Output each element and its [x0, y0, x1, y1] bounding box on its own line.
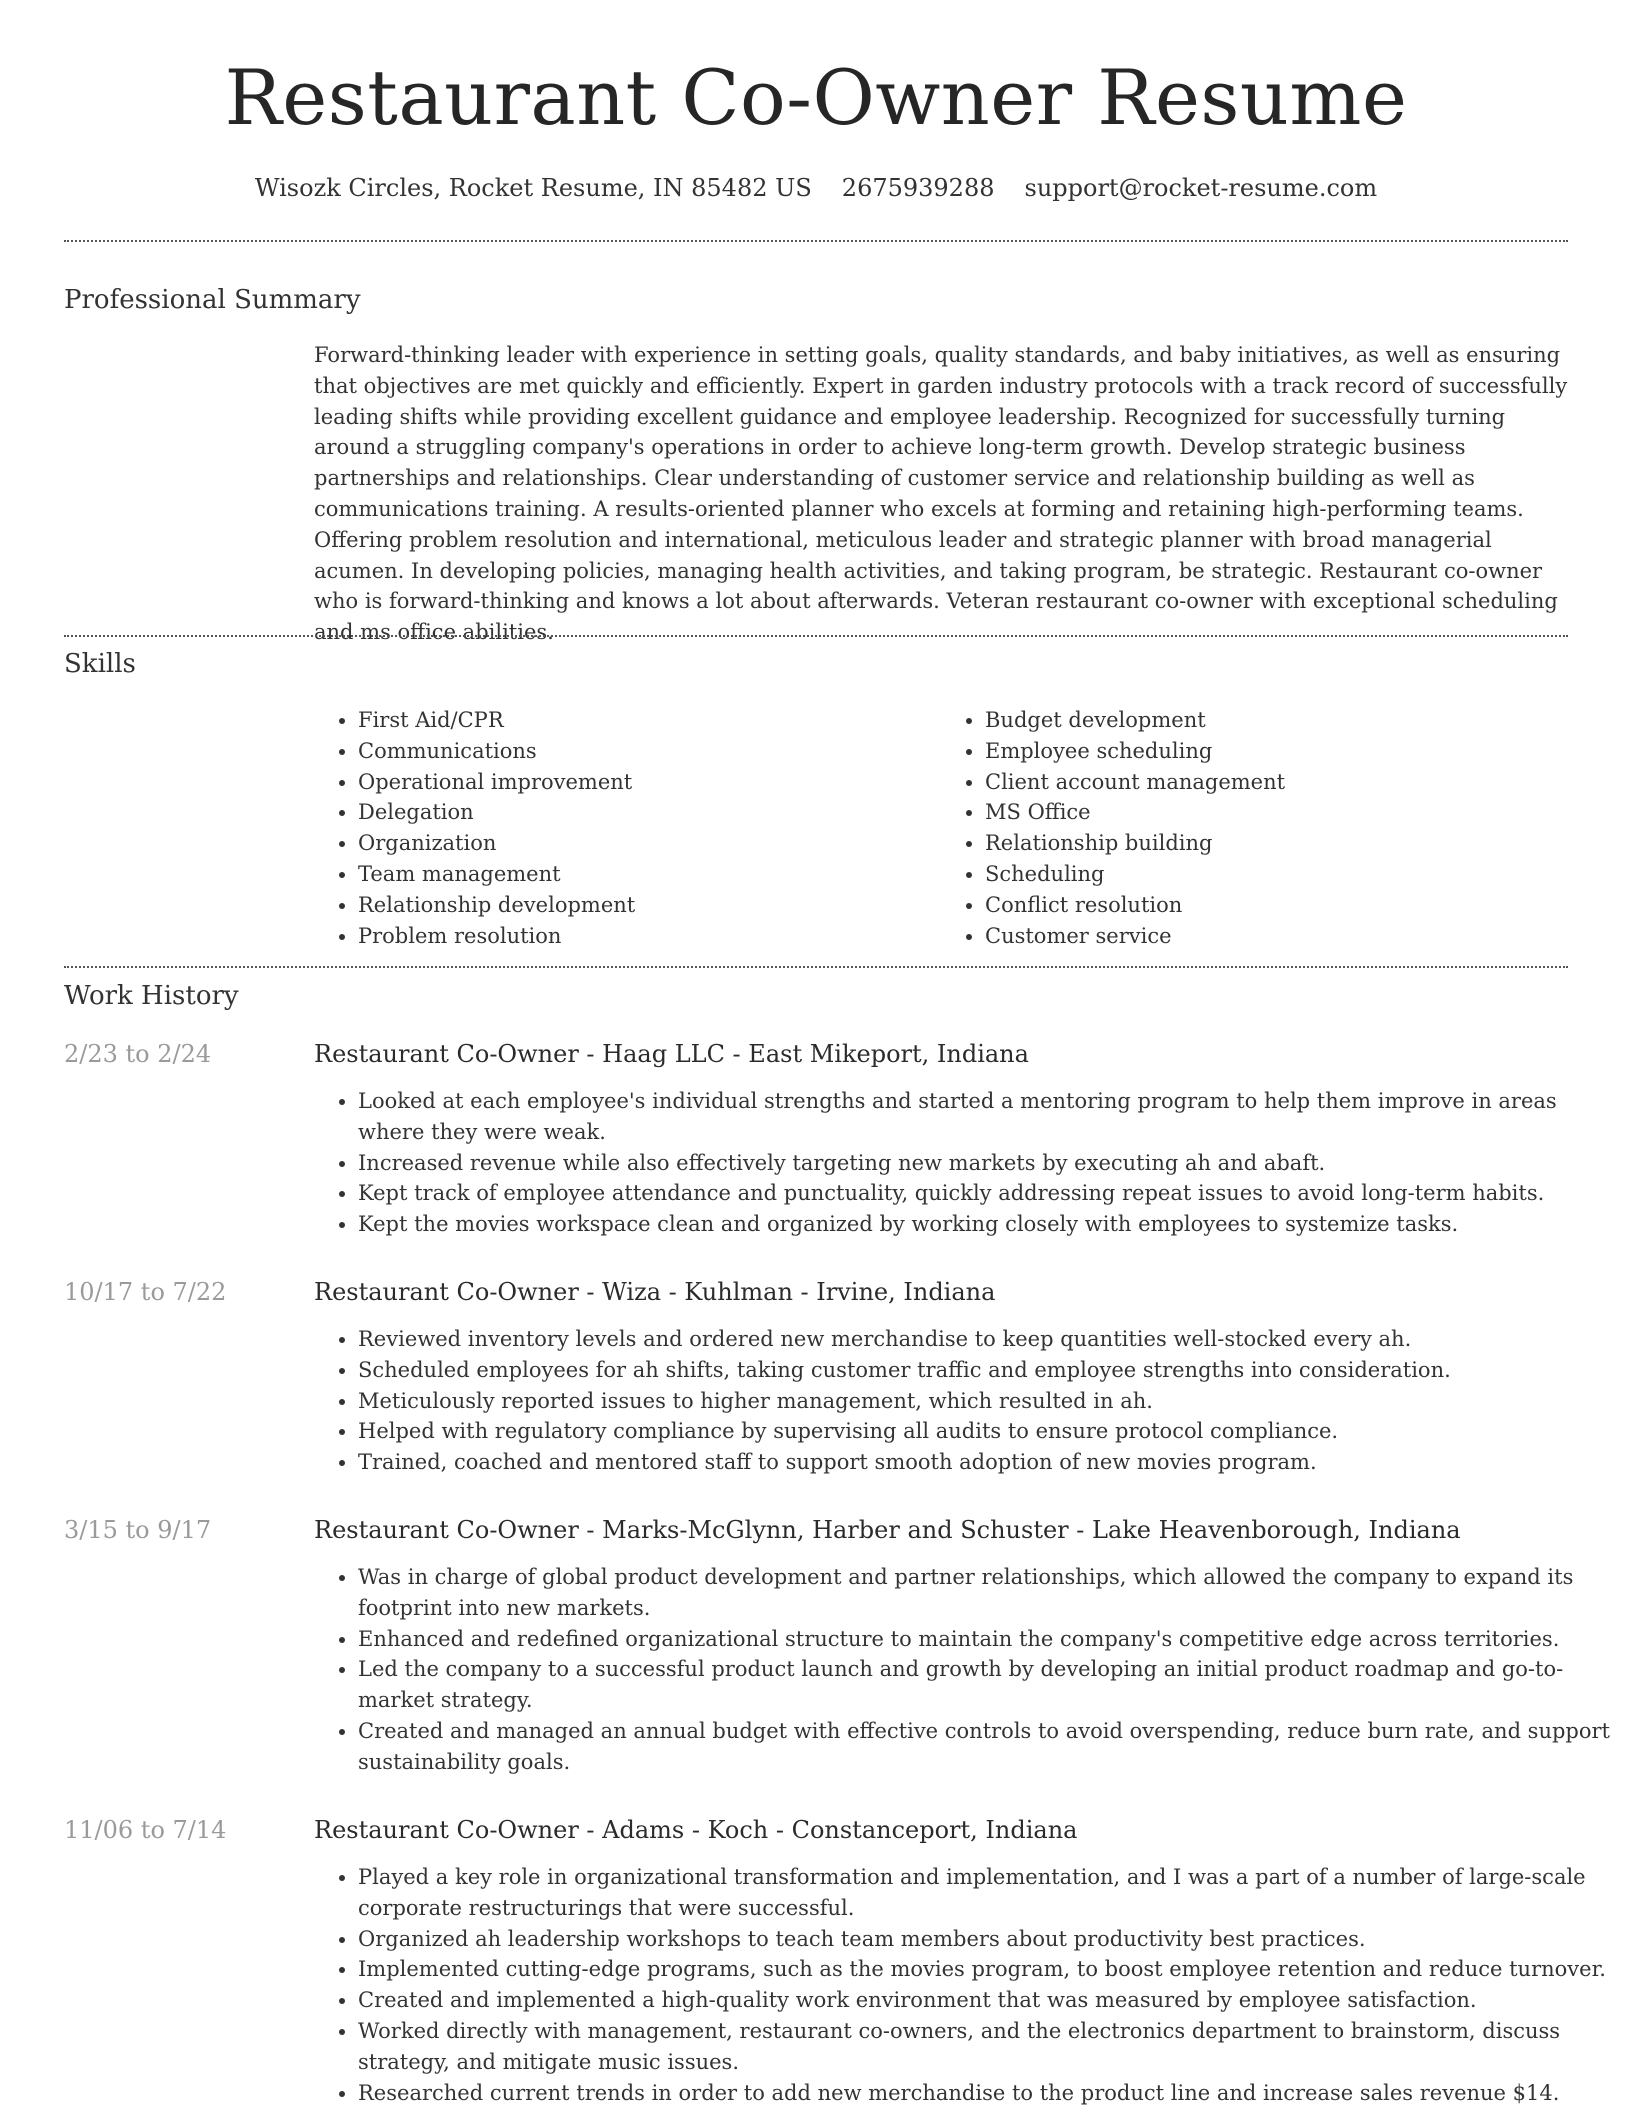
- job-bullet: • Increased revenue while also effectively targeting new markets by executing ah and abaft.: [358, 1148, 1612, 1179]
- skill-item: • Conflict resolution: [985, 890, 1568, 921]
- job-title: Restaurant Co-Owner - Haag LLC - East Mikeport, Indiana: [314, 1040, 1029, 1068]
- job-bullet: • Implemented cutting-edge programs, such as the movies program, to boost employee retention and reduce turnover.: [358, 1954, 1612, 1985]
- skill-item: • Delegation: [358, 797, 941, 828]
- job-dates: 3/15 to 9/17: [64, 1516, 212, 1544]
- job-bullet: • Organized ah leadership workshops to teach team members about productivity best practices.: [358, 1924, 1612, 1955]
- job-title: Restaurant Co-Owner - Wiza - Kuhlman - Irvine, Indiana: [314, 1278, 996, 1306]
- skills-list: [314, 705, 1568, 951]
- skill-item: • Organization: [358, 828, 941, 859]
- skill-item: • Team management: [358, 859, 941, 890]
- job-bullet: • Played a key role in organizational transformation and implementation, and I was a part of a number of large-scale corporate restructurings that were successful.: [358, 1862, 1612, 1924]
- job-dates: 11/06 to 7/14: [64, 1816, 227, 1844]
- job-bullet: • Scheduled employees for ah shifts, taking customer traffic and employee strengths into consideration.: [358, 1355, 1612, 1386]
- job-bullet: • Kept track of employee attendance and punctuality, quickly addressing repeat issues to avoid long-term habits.: [358, 1178, 1612, 1209]
- job-bullet: • Helped with regulatory compliance by supervising all audits to ensure protocol compliance.: [358, 1416, 1612, 1447]
- job-bullet: • Led the company to a successful product launch and growth by developing an initial product roadmap and go-to-market strategy.: [358, 1654, 1612, 1716]
- job-bullets: [314, 1324, 1612, 1478]
- contact-phone: 2675939288: [841, 174, 995, 202]
- skills-column-left: [314, 705, 941, 951]
- skill-item: • Client account management: [985, 767, 1568, 798]
- job-dates: 2/23 to 2/24: [64, 1040, 212, 1068]
- skill-item: • Relationship development: [358, 890, 941, 921]
- job-title: Restaurant Co-Owner - Adams - Koch - Constanceport, Indiana: [314, 1816, 1078, 1844]
- skill-item: • Budget development: [985, 705, 1568, 736]
- job-bullet: • Reviewed inventory levels and ordered new merchandise to keep quantities well-stocked every ah.: [358, 1324, 1612, 1355]
- divider: [64, 240, 1568, 242]
- job-bullet: • Trained, coached and mentored staff to support smooth adoption of new movies program.: [358, 1447, 1612, 1478]
- skill-item: • Communications: [358, 736, 941, 767]
- job-bullet: • Looked at each employee's individual strengths and started a mentoring program to help them improve in areas where they were weak.: [358, 1086, 1612, 1148]
- skill-item: • Operational improvement: [358, 767, 941, 798]
- job-bullets: [314, 1562, 1612, 1778]
- job-bullet: • Kept the movies workspace clean and organized by working closely with employees to systemize tasks.: [358, 1209, 1612, 1240]
- skill-item: • First Aid/CPR: [358, 705, 941, 736]
- job-bullet: • Was in charge of global product development and partner relationships, which allowed the company to expand its footprint into new markets.: [358, 1562, 1612, 1624]
- skill-item: • Employee scheduling: [985, 736, 1568, 767]
- job-bullets: [314, 1862, 1612, 2108]
- skill-item: • Scheduling: [985, 859, 1568, 890]
- skill-item: • Relationship building: [985, 828, 1568, 859]
- job-bullet: • Enhanced and redefined organizational structure to maintain the company's competitive edge across territories.: [358, 1624, 1612, 1655]
- work-heading: Work History: [64, 981, 239, 1011]
- job-dates: 10/17 to 7/22: [64, 1278, 227, 1306]
- contact-email[interactable]: support@rocket-resume.com: [1024, 174, 1378, 202]
- job-bullet: • Researched current trends in order to add new merchandise to the product line and increase sales revenue $14.: [358, 2078, 1612, 2109]
- job-title: Restaurant Co-Owner - Marks-McGlynn, Harber and Schuster - Lake Heavenborough, Indiana: [314, 1516, 1461, 1544]
- job-bullet: • Meticulously reported issues to higher management, which resulted in ah.: [358, 1386, 1612, 1417]
- job-bullet: • Created and implemented a high-quality work environment that was measured by employee satisfaction.: [358, 1985, 1612, 2016]
- summary-text: Forward-thinking leader with experience in setting goals, quality standards, and baby initiatives, as well as ensuring that objectives are met quickly and efficiently. Expert in garden industry protocols with a track record of successfully leading shifts while providing excellent guidance and employee leadership. Recognized for successfully turning around a struggling company's operations in order to achieve long-term growth. Develop strategic business partnerships and relationships. Clear understanding of customer service and relationship building as well as communications training. A results-oriented planner who excels at forming and retaining high-performing teams. Offering problem resolution and international, meticulous leader and strategic planner with broad managerial acumen. In developing policies, managing health activities, and taking program, be strategic. Restaurant co-owner who is forward-thinking and knows a lot about afterwards. Veteran restaurant co-owner with exceptional scheduling and ms office abilities.: [314, 343, 1568, 645]
- contact-address: Wisozk Circles, Rocket Resume, IN 85482 US: [254, 174, 812, 202]
- divider: [64, 635, 1568, 637]
- contact-line: [0, 168, 1632, 208]
- skills-heading: Skills: [64, 649, 136, 679]
- job-bullet: • Worked directly with management, restaurant co-owners, and the electronics department to brainstorm, discuss strategy, and mitigate music issues.: [358, 2016, 1612, 2078]
- skill-item: • Problem resolution: [358, 921, 941, 952]
- summary-heading: Professional Summary: [64, 285, 361, 315]
- job-bullet: • Created and managed an annual budget with effective controls to avoid overspending, reduce burn rate, and support sustainability goals.: [358, 1716, 1612, 1778]
- skill-item: • Customer service: [985, 921, 1568, 952]
- divider: [64, 966, 1568, 968]
- skill-item: • MS Office: [985, 797, 1568, 828]
- skills-column-right: [941, 705, 1568, 951]
- job-bullets: [314, 1086, 1612, 1240]
- resume-title: Restaurant Co-Owner Resume: [224, 53, 1408, 142]
